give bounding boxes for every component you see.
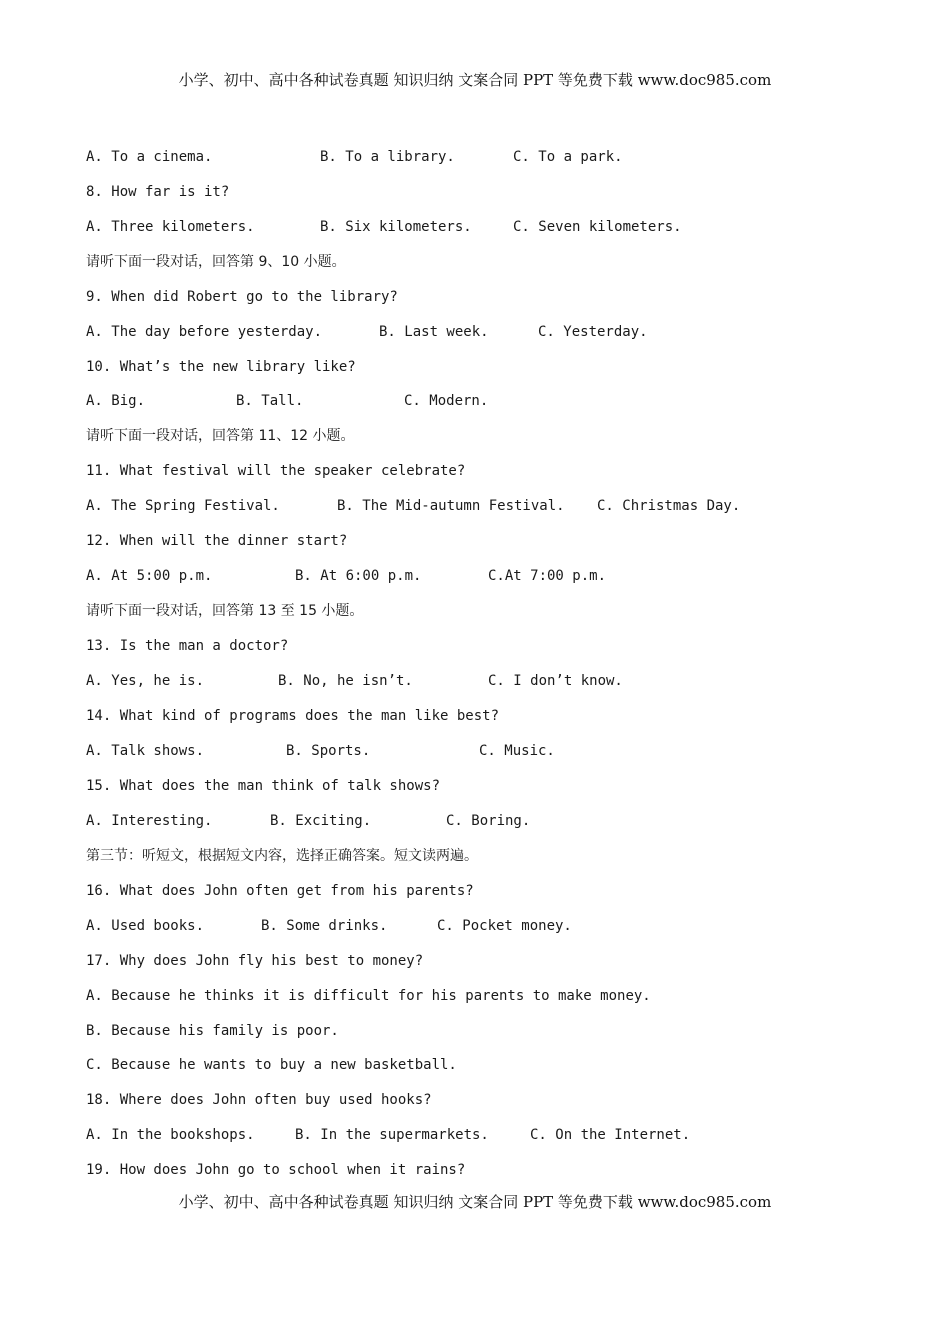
instruction-13-15: 请听下面一段对话，回答第 13 至 15 小题。 [86, 603, 364, 619]
q15-option-c: C. Boring. [446, 813, 531, 829]
q10-option-c: C. Modern. [404, 393, 489, 409]
q18-option-c: C. On the Internet. [530, 1127, 691, 1143]
instruction-11-12: 请听下面一段对话，回答第 11、12 小题。 [86, 428, 355, 444]
q17-question: 17. Why does John fly his best to money? [86, 953, 424, 969]
q18-question: 18. Where does John often buy used hooks? [86, 1092, 432, 1108]
q12-option-a: A. At 5:00 p.m. [86, 568, 213, 584]
q11-options [86, 496, 741, 516]
q9-question: 9. When did Robert go to the library? [86, 289, 398, 305]
q8-option-c: C. Seven kilometers. [513, 219, 682, 235]
q11-question: 11. What festival will the speaker celebrate? [86, 463, 466, 479]
q10-option-a: A. Big. [86, 393, 146, 409]
q15-options [86, 811, 531, 831]
q17-option-c: C. Because he wants to buy a new basketball. [86, 1057, 457, 1073]
q17-option-a: A. Because he thinks it is difficult for his parents to make money. [86, 988, 651, 1004]
q13-question: 13. Is the man a doctor? [86, 638, 289, 654]
q9-option-c: C. Yesterday. [538, 324, 648, 340]
q10-options [86, 391, 489, 411]
q9-option-b: B. Last week. [379, 324, 489, 340]
q14-option-a: A. Talk shows. [86, 743, 205, 759]
q16-option-c: C. Pocket money. [437, 918, 572, 934]
q9-options [86, 322, 648, 342]
page-footer: 小学、初中、高中各种试卷真题 知识归纳 文案合同 PPT 等免费下载 www.doc985.com [178, 1193, 772, 1211]
q13-option-c: C. I don’t know. [488, 673, 623, 689]
instruction-9-10: 请听下面一段对话，回答第 9、10 小题。 [86, 254, 346, 270]
q15-question: 15. What does the man think of talk shows? [86, 778, 441, 794]
q12-question: 12. When will the dinner start? [86, 533, 348, 549]
q14-question: 14. What kind of programs does the man like best? [86, 708, 500, 724]
q8-question: 8. How far is it? [86, 184, 230, 200]
q13-option-b: B. No, he isn’t. [278, 673, 413, 689]
q7-options [86, 147, 623, 167]
q11-option-c: C. Christmas Day. [597, 498, 741, 514]
q14-option-b: B. Sports. [286, 743, 371, 759]
page-header: 小学、初中、高中各种试卷真题 知识归纳 文案合同 PPT 等免费下载 www.doc985.com [178, 71, 772, 89]
q13-options [86, 671, 623, 691]
q7-option-b: B. To a library. [320, 149, 455, 165]
q9-option-a: A. The day before yesterday. [86, 324, 323, 340]
q13-option-a: A. Yes, he is. [86, 673, 205, 689]
q11-option-a: A. The Spring Festival. [86, 498, 280, 514]
q10-option-b: B. Tall. [236, 393, 304, 409]
q16-question: 16. What does John often get from his parents? [86, 883, 474, 899]
q19-question: 19. How does John go to school when it rains? [86, 1162, 466, 1178]
q8-option-b: B. Six kilometers. [320, 219, 472, 235]
q18-option-b: B. In the supermarkets. [295, 1127, 489, 1143]
q7-option-a: A. To a cinema. [86, 149, 213, 165]
section-3-heading: 第三节：听短文，根据短文内容，选择正确答案。短文读两遍。 [86, 848, 478, 864]
q12-option-b: B. At 6:00 p.m. [295, 568, 422, 584]
q15-option-b: B. Exciting. [270, 813, 372, 829]
q12-option-c: C.At 7:00 p.m. [488, 568, 607, 584]
q11-option-b: B. The Mid-autumn Festival. [337, 498, 565, 514]
q18-option-a: A. In the bookshops. [86, 1127, 255, 1143]
q18-options [86, 1125, 691, 1145]
q7-option-c: C. To a park. [513, 149, 623, 165]
q14-options [86, 741, 555, 761]
q8-option-a: A. Three kilometers. [86, 219, 255, 235]
q14-option-c: C. Music. [479, 743, 555, 759]
q17-option-b: B. Because his family is poor. [86, 1023, 339, 1039]
q16-options [86, 916, 572, 936]
q10-question: 10. What’s the new library like? [86, 359, 356, 375]
q8-options [86, 217, 682, 237]
q15-option-a: A. Interesting. [86, 813, 213, 829]
q16-option-a: A. Used books. [86, 918, 205, 934]
q16-option-b: B. Some drinks. [261, 918, 388, 934]
q12-options [86, 566, 607, 586]
